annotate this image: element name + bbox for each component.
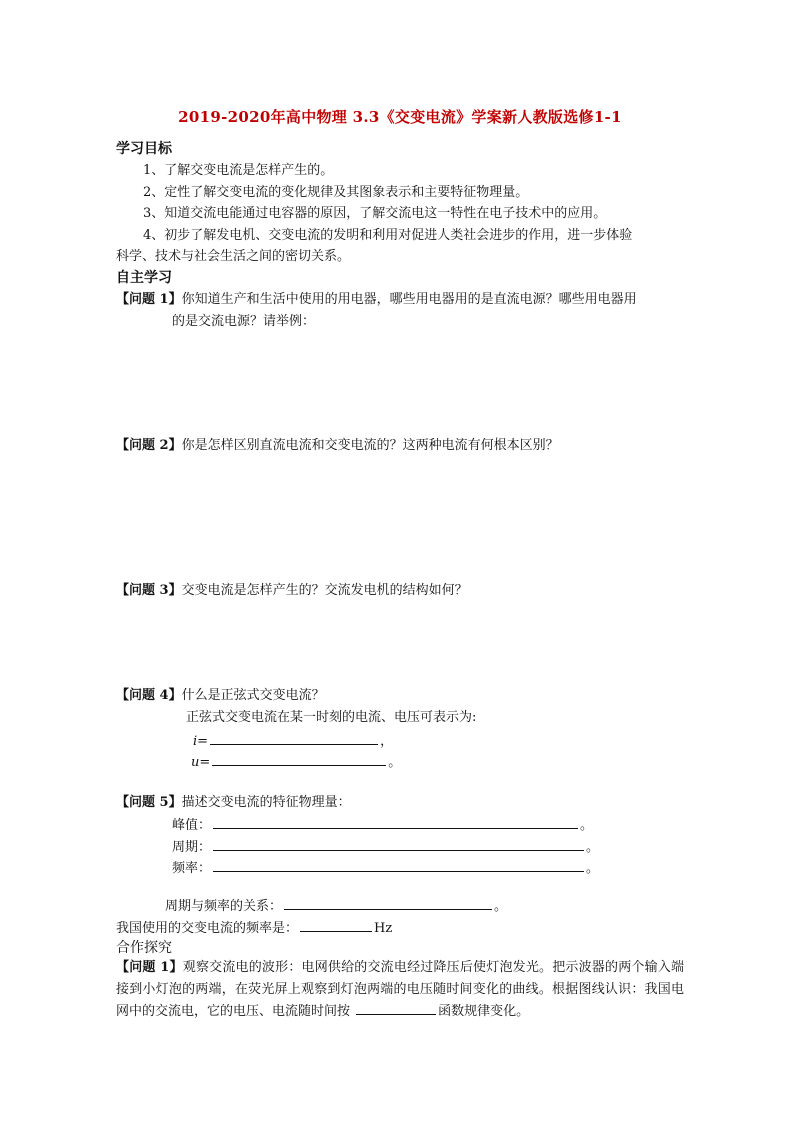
frequency-end: 。 (586, 861, 600, 876)
self-q4-sub: 正弦式交变电流在某一时刻的电流、电压可表示为: (186, 710, 477, 725)
cooperative-q1 (116, 957, 684, 1023)
self-q1 (116, 291, 637, 309)
period-label: 周期： (172, 840, 212, 855)
self-q4 (116, 687, 325, 705)
self-q2 (116, 437, 559, 455)
self-q5-label: 【问题 5】 (116, 795, 182, 810)
peak-row (172, 815, 593, 835)
cooperative-heading: 合作探究 (116, 940, 172, 956)
self-q3-text: 交变电流是怎样产生的？交流发电机的结构如何？ (181, 583, 468, 598)
self-q5-text: 描述交变电流的特征物理量： (181, 795, 351, 810)
period-end: 。 (586, 840, 600, 855)
goal-item-2: 2、定性了解交变电流的变化规律及其图象表示和主要特征物理量。 (143, 185, 529, 200)
frequency-blank[interactable] (213, 858, 584, 872)
relation-end: 。 (494, 899, 508, 914)
self-q2-text: 你是怎样区别直流电流和交变电流的？这两种电流有何根本区别？ (181, 438, 559, 453)
china-frequency-row (116, 918, 392, 938)
china-frequency-unit: Hz (374, 921, 393, 936)
document-title: 2019-2020年高中物理 3.3《交变电流》学案新人教版选修1-1 (178, 108, 622, 126)
coop-q1-text-a: 观察交流电的波形：电网供给的交流电经过降压后使灯泡发光。把示波器的两个输入端接到小灯泡的两端，在荧光屏上观察到灯泡两端的电压随时间变化的曲线。根据图线认识：我国电网中的交流电，它的电压、电流随时间按 (116, 960, 684, 1019)
relation-label: 周期与频率的关系： (165, 899, 283, 914)
goal-item-4-cont: 科学、技术与社会生活之间的密切关系。 (116, 249, 351, 264)
coop-q1-label: 【问题 1】 (116, 960, 183, 975)
voltage-end: 。 (388, 755, 402, 770)
current-label: i= (193, 734, 209, 749)
period-row (172, 837, 599, 857)
peak-end: 。 (580, 818, 594, 833)
china-frequency-label: 我国使用的交变电流的频率是： (116, 921, 299, 936)
coop-q1-blank[interactable] (356, 1001, 436, 1015)
china-frequency-blank[interactable] (300, 918, 372, 932)
voltage-label: u= (191, 755, 211, 770)
goal-item-4: 4、初步了解发电机、交变电流的发明和利用对促进人类社会进步的作用，进一步体验 (143, 228, 633, 243)
self-q4-text: 什么是正弦式交变电流？ (181, 688, 325, 703)
voltage-expression (191, 752, 401, 772)
coop-q1-text-b: 函数规律变化。 (438, 1004, 530, 1019)
self-q3 (116, 582, 468, 600)
current-blank[interactable] (210, 731, 378, 745)
self-q3-label: 【问题 3】 (116, 583, 182, 598)
self-q2-label: 【问题 2】 (116, 438, 182, 453)
frequency-row (172, 858, 599, 878)
relation-blank[interactable] (284, 896, 492, 910)
self-study-heading: 自主学习 (116, 270, 172, 286)
current-expression (193, 731, 393, 751)
frequency-label: 频率： (172, 861, 212, 876)
self-q1-text: 你知道生产和生活中使用的用电器，哪些用电器用的是直流电源？哪些用电器用 (181, 292, 637, 307)
self-q1-label: 【问题 1】 (116, 292, 182, 307)
peak-label: 峰值： (172, 818, 212, 833)
period-blank[interactable] (213, 837, 584, 851)
voltage-blank[interactable] (212, 752, 386, 766)
goal-item-1: 1、了解交变电流是怎样产生的。 (143, 163, 334, 178)
relation-row (165, 896, 507, 916)
peak-blank[interactable] (213, 815, 578, 829)
goal-item-3: 3、知道交流电能通过电容器的原因，了解交流电这一特性在电子技术中的应用。 (143, 206, 607, 221)
self-q4-label: 【问题 4】 (116, 688, 182, 703)
current-end: ， (380, 734, 394, 749)
self-q1-cont: 的是交流电源？请举例： (172, 314, 316, 329)
goals-heading: 学习目标 (116, 141, 172, 157)
self-q5 (116, 794, 351, 812)
